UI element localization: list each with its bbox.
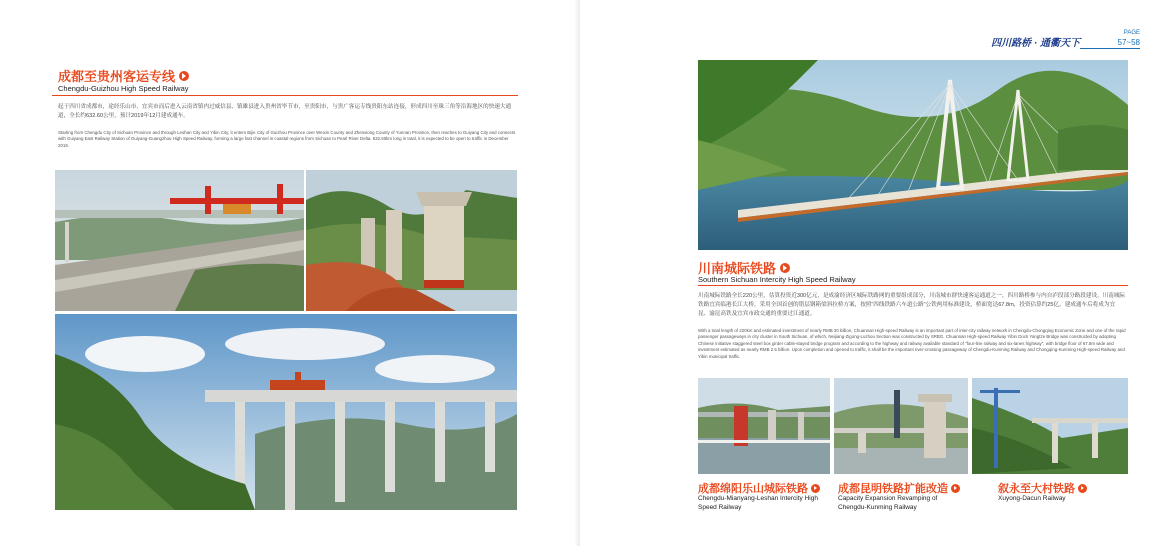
photo-bridge-piers (306, 170, 517, 311)
caption-title-mianyang-leshan (698, 480, 820, 496)
right-page (580, 0, 1160, 546)
section-rule (698, 285, 1128, 286)
caption-title-chengdu-kunming (838, 480, 960, 496)
section-paragraph-cn: 起于四川省成都市，途经乐山市、宜宾市而后进入云南省镇内过威信县、镇雄县进入贵州省毕节市，至贵阳市，与贵广客运专线贵阳东站连接，形成四川至珠三角等沿海地区的快速大通道，全长约632.60公里，预计2019年12月建成通车。 (58, 104, 512, 119)
arrow-circle-icon (179, 71, 189, 81)
caption-subtitle-xuyong-dacun: Xuyong-Dacun Railway (998, 495, 1066, 502)
section-paragraph-en: Starting from Chengdu City of Sichuan Province and through Leshan City and Yibin City, it enters Bijie City of Guizhou Province over Weixin County and Zhenxiong County of Yunnan Province, then reaches to Guiyang City and connects with Guiyang East Railway Station of Guiyang-Guangzhou High Speed Railway, forming a large fast channel in coastal regions from Sichuan to Pearl River Delta. 632.60km long in total, it is expected to be open to traffic in December 2019. (58, 130, 516, 148)
section-title-chengdu-guizhou (58, 66, 189, 85)
photo-long-viaduct (55, 314, 517, 510)
arrow-circle-icon (780, 263, 790, 273)
section-subtitle: Chengdu-Guizhou High Speed Railway (58, 84, 189, 93)
caption-title-text: 成都昆明铁路扩能改造 (838, 483, 948, 495)
photo-girder-erection (55, 170, 304, 311)
page-number: 57~58 (1117, 38, 1140, 47)
section-title-text: 成都至贵州客运专线 (58, 69, 176, 84)
section-paragraph-cn: 川南城际铁路全长220公里，估算投资近300亿元，是成渝经济区城际铁路网的重要组成部分，川南城市群快速客运通道之一，四川路桥参与内自泸段部分路段建设。川南城际铁路宜宾临港长江大桥，采用全国首创的错层钢箱梁斜拉桥方案，按照“四线铁路六车道公路”公铁两用标准建设，桥面宽达67.8m，投资估算约25亿，建成通车后将成为宜昆、渝昆高铁及宜宾市政交通的重要过江通道。 (698, 293, 1126, 317)
caption-title-xuyong-dacun (998, 480, 1087, 496)
caption-title-text: 叙永至大村铁路 (998, 483, 1075, 495)
section-subtitle: Southern Sichuan Intercity High Speed Railway (698, 275, 856, 284)
photo-cable-stayed-bridge (698, 60, 1128, 250)
header-rule (1080, 48, 1140, 49)
caption-subtitle-chengdu-kunming: Capacity Expansion Revamping of Chengdu-Kunming Railway (838, 495, 938, 511)
page-label: PAGE (1123, 30, 1140, 36)
arrow-circle-icon (1078, 484, 1087, 493)
photo-chengdu-kunming (834, 378, 968, 474)
brand-logo: 四川路桥 · 通衢天下 (991, 38, 1080, 49)
section-paragraph-en: With a total length of 220km and estimated investment of nearly RMB 30 billion, Chuannan High-speed Railway is an important part of inter-city railway network in Chengdu-Chongqing Economic Zone and one of the rapid passenger passageways in city cluster in South Sichuan, of which, Neijiang-Zigong-Luzhou Section was constructed by SRBG. Chuannan High-speed Railway Yibin Dock Yangtze Bridge was constructed by adopting Chinese initiative staggered steel box girder cable-stayed bridge program and according to the highway and railway available standard of "four-line railway and six-lanes highway", with bridge floor of 67.8m wide and investment estimated as nearly RMB 2.5 billion. Upon completion and opened to traffic, it shall be the important river-crossing passageway of Chengdu-Kunming Railway and Chongqing-Kunming High-speed Railway and Yibin municipal traffic. (698, 328, 1126, 359)
arrow-circle-icon (811, 484, 820, 493)
photo-xuyong-dacun (972, 378, 1128, 474)
arrow-circle-icon (951, 484, 960, 493)
caption-title-text: 成都绵阳乐山城际铁路 (698, 483, 808, 495)
photo-mianyang-leshan (698, 378, 830, 474)
caption-subtitle-mianyang-leshan: Chengdu-Mianyang-Leshan Intercity High Speed Railway (698, 495, 818, 511)
section-title-text: 川南城际铁路 (698, 261, 777, 276)
section-rule (52, 95, 518, 96)
